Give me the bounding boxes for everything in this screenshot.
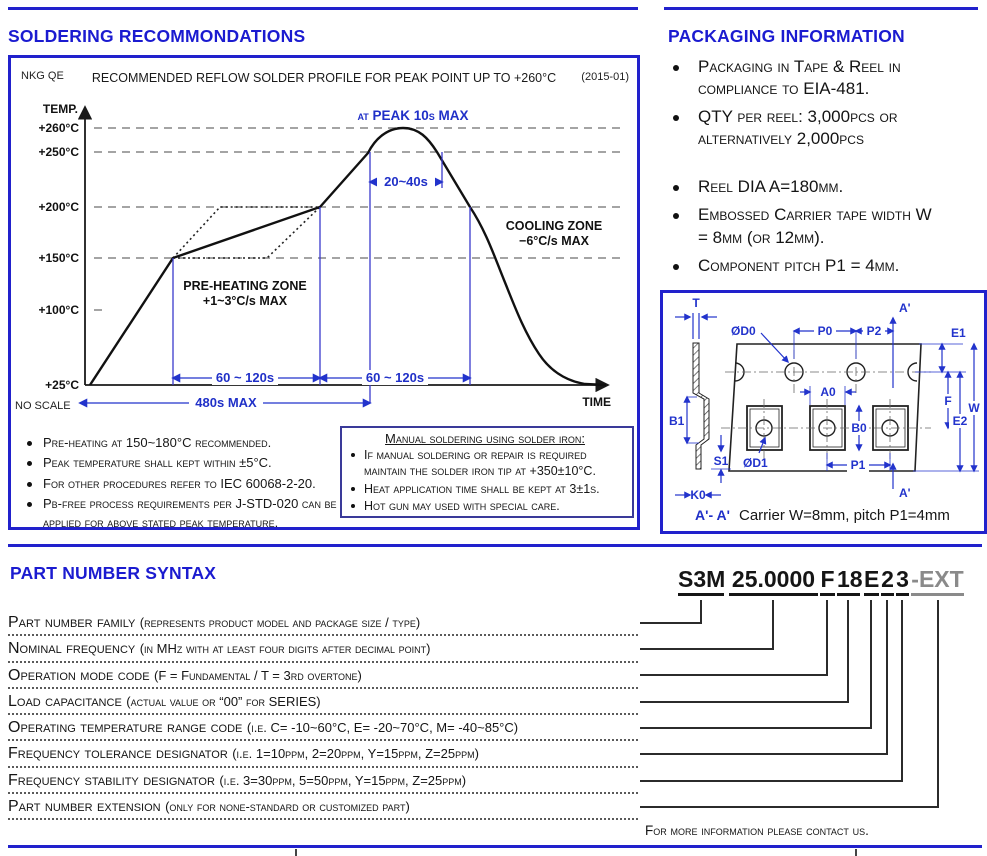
svg-text:+260°C: +260°C — [38, 121, 79, 135]
svg-text:E1: E1 — [951, 326, 966, 340]
note-item: Pb-free process requirements per J-STD-020 can be applied for above stated peak temperature. — [19, 495, 343, 532]
manual-item: Heat application time shall be kept at 3±1s. — [344, 481, 626, 497]
y-axis-title: TEMP. — [42, 102, 78, 116]
svg-text:+200°C: +200°C — [38, 200, 79, 214]
footer-tick — [855, 849, 857, 856]
cooling-zone-annotation — [506, 219, 603, 248]
syntax-row: Part number family (represents product model and package size / type) — [8, 610, 638, 636]
reflow-profile-curve — [90, 128, 606, 385]
dim-preheat-duration: 60 ~ 120s — [215, 370, 275, 385]
svg-text:+150°C: +150°C — [38, 251, 79, 265]
manual-soldering-box — [340, 426, 634, 518]
y-axis-labels — [39, 121, 80, 392]
note-item: Pre-heating at 150~180°C recommended. — [19, 434, 343, 452]
tape-top-view — [729, 344, 921, 471]
carrier-tape-drawing — [663, 293, 984, 531]
svg-text:K0: K0 — [690, 488, 706, 502]
footer-rule — [8, 845, 982, 848]
packaging-item: Component pitch P1 = 4mm. — [664, 255, 986, 277]
footer-tick — [295, 849, 297, 856]
svg-text:A': A' — [899, 486, 911, 500]
svg-text:+1~3°C/s MAX: +1~3°C/s MAX — [202, 294, 288, 308]
svg-text:−6°C/s MAX: −6°C/s MAX — [519, 234, 589, 248]
manual-soldering-list — [344, 447, 626, 514]
syntax-row: Part number extension (only for none-standard or customized part) — [8, 794, 638, 820]
pn-load: 18 — [837, 566, 860, 596]
syntax-row: Frequency tolerance designator (i.e. 1=10ppm, 2=20ppm, Y=15ppm, Z=25ppm) — [8, 741, 638, 767]
manual-item: If manual soldering or repair is required maintain the solder iron tip at +350±10°C. — [344, 447, 626, 480]
svg-text:+25°C: +25°C — [45, 378, 79, 392]
profile-doc-rev: (2015-01) — [581, 71, 629, 83]
pn-frequency: 25.0000 — [729, 566, 818, 596]
pn-family: S3M — [678, 566, 724, 596]
dim-ramp-duration: 60 ~ 120s — [365, 370, 425, 385]
svg-text:P0: P0 — [817, 324, 833, 338]
top-rule-right — [664, 7, 978, 10]
packaging-heading: PACKAGING INFORMATION — [668, 26, 905, 46]
svg-text:ØD1: ØD1 — [743, 456, 768, 470]
profile-chart-title: RECOMMENDED REFLOW SOLDER PROFILE FOR PEAK POINT UP TO +260°C — [91, 71, 557, 85]
packaging-item: Packaging in Tape & Reel in compliance to EIA-481. — [664, 56, 954, 100]
svg-text:COOLING ZONE: COOLING ZONE — [505, 219, 603, 233]
peak-annotation: at PEAK 10s MAX — [357, 108, 469, 123]
section-divider — [8, 544, 982, 547]
soldering-notes-list — [19, 434, 343, 534]
packaging-bullets — [664, 56, 986, 283]
no-scale-note: NO SCALE — [15, 400, 71, 412]
dim-peak-window: 20~40s — [384, 174, 428, 189]
soldering-heading: SOLDERING RECOMMONDATIONS — [8, 26, 306, 46]
pn-stability: 3 — [896, 566, 909, 596]
tape-cross-section — [693, 343, 709, 469]
top-rule-left — [8, 7, 638, 10]
svg-text:ØD0: ØD0 — [731, 324, 756, 338]
dimension-verticals — [173, 152, 470, 403]
section-label: A'- A' — [695, 507, 730, 523]
note-item: Peak temperature shall kept within ±5°C. — [19, 454, 343, 472]
dim-total-time: 480s MAX — [195, 395, 257, 410]
note-item: For other procedures refer to IEC 60068-2-20. — [19, 475, 343, 493]
svg-text:P1: P1 — [850, 458, 866, 472]
svg-text:W: W — [968, 401, 980, 415]
pn-tolerance: 2 — [881, 566, 894, 596]
part-syntax-heading: PART NUMBER SYNTAX — [10, 563, 217, 583]
part-syntax-rows — [8, 610, 638, 820]
packaging-item: QTY per reel: 3,000pcs or alternatively 2,000pcs — [664, 106, 936, 150]
pn-mode: F — [820, 566, 835, 596]
svg-text:+250°C: +250°C — [38, 145, 79, 159]
svg-text:E2: E2 — [952, 414, 968, 428]
x-axis-title: TIME — [582, 395, 611, 409]
pn-temp-range: E — [864, 566, 879, 596]
syntax-row: Operation mode code (F = Fundamental / T = 3rd overtone) — [8, 663, 638, 689]
syntax-row: Frequency stability designator (i.e. 3=30ppm, 5=50ppm, Y=15ppm, Z=25ppm) — [8, 768, 638, 794]
svg-text:S1: S1 — [713, 454, 729, 468]
preheat-zone-annotation — [183, 279, 306, 308]
svg-text:P2: P2 — [866, 324, 882, 338]
svg-text:T: T — [692, 296, 700, 310]
manual-item: Hot gun may used with special care. — [344, 498, 626, 514]
svg-text:PRE-HEATING ZONE: PRE-HEATING ZONE — [183, 279, 307, 293]
packaging-item: Reel DIA A=180mm. — [664, 176, 986, 198]
reflow-profile-box — [8, 55, 640, 530]
packaging-item: Embossed Carrier tape width W = 8mm (or 12mm). — [664, 204, 932, 248]
syntax-row: Nominal frequency (in MHz with at least four digits after decimal point) — [8, 636, 638, 662]
pn-extension: -EXT — [911, 566, 964, 596]
syntax-row: Operating temperature range code (i.e. C= -10~60°C, E= -20~70°C, M= -40~85°C) — [8, 715, 638, 741]
svg-text:A0: A0 — [820, 385, 836, 399]
svg-text:B1: B1 — [669, 414, 685, 428]
profile-doc-code: NKG QE — [21, 70, 64, 82]
svg-text:+100°C: +100°C — [38, 303, 79, 317]
svg-text:A': A' — [899, 301, 911, 315]
syntax-row: Load capacitance (actual value or “00” for SERIES) — [8, 689, 638, 715]
svg-text:F: F — [944, 394, 952, 408]
svg-text:B0: B0 — [851, 421, 867, 435]
contact-note: For more information please contact us. — [645, 823, 869, 838]
carrier-caption: Carrier W=8mm, pitch P1=4mm — [739, 507, 950, 524]
carrier-tape-box — [660, 290, 987, 534]
manual-soldering-title: Manual soldering using solder iron: — [385, 431, 585, 446]
